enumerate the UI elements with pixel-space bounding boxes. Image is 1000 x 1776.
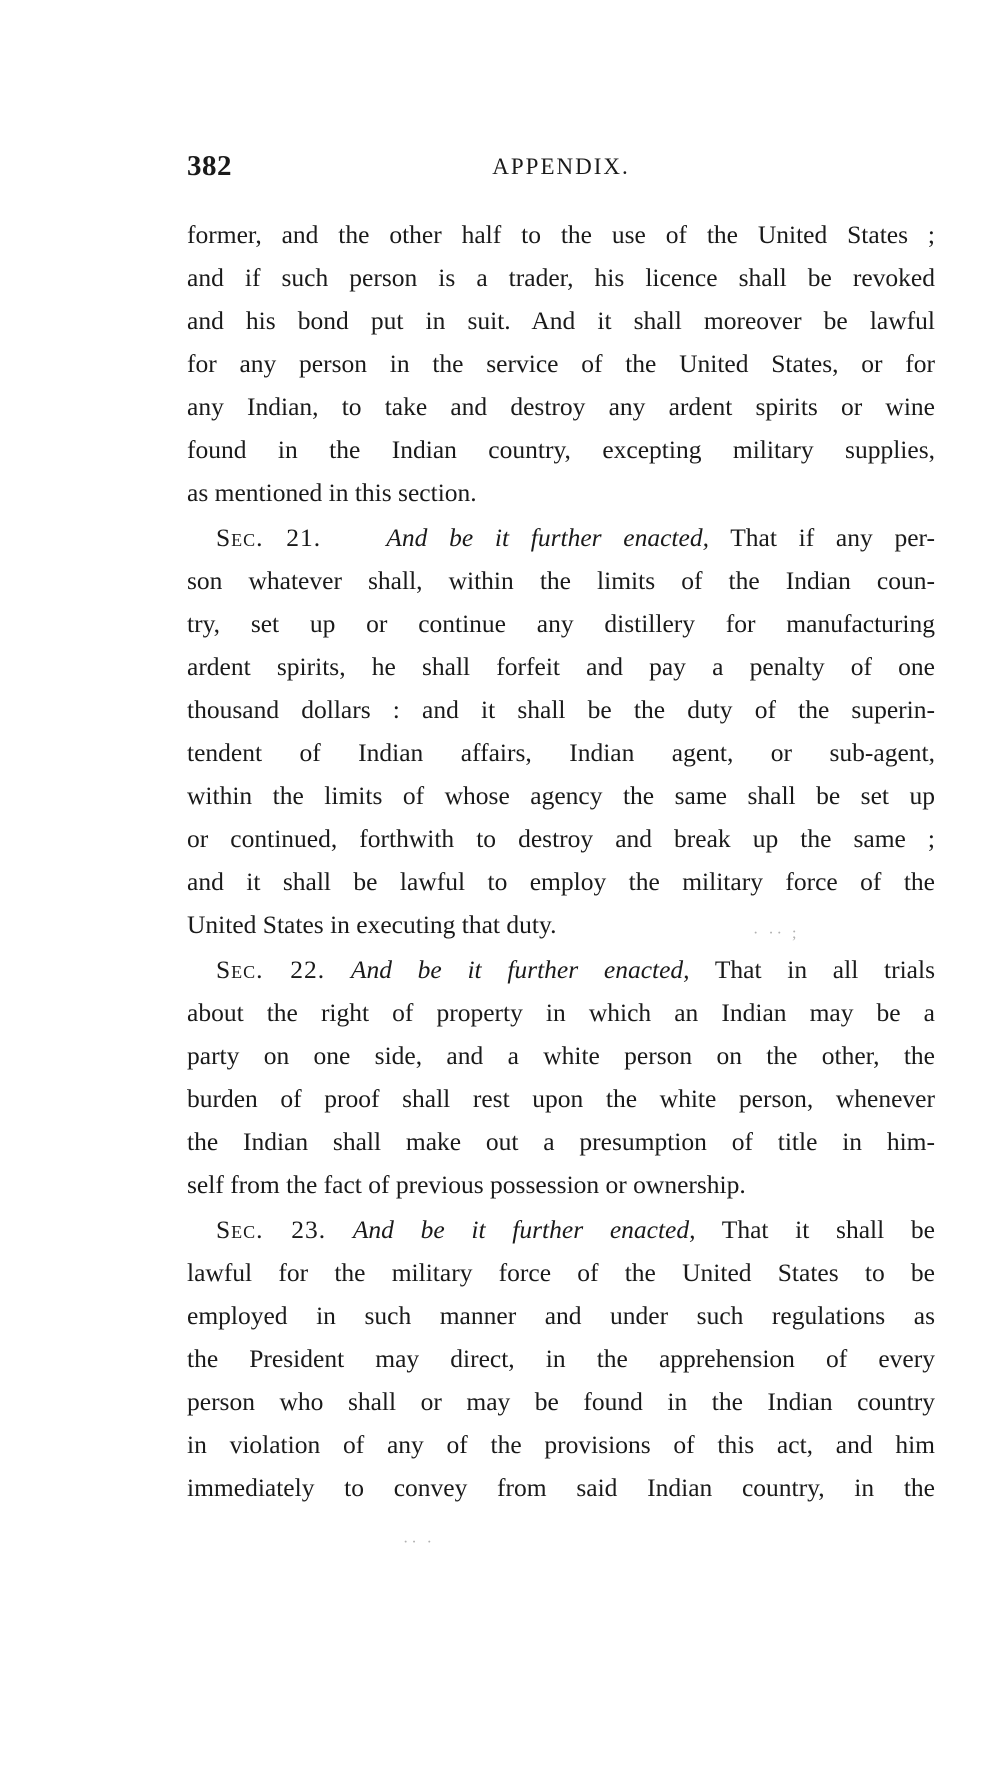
text-line: for any person in the service of the United States, or for bbox=[187, 349, 935, 378]
text-line: burden of proof shall rest upon the white person, whenever bbox=[187, 1084, 935, 1113]
text-line: lawful for the military force of the United States to be bbox=[187, 1258, 935, 1287]
text-line: and if such person is a trader, his licence shall be revoked bbox=[187, 263, 935, 292]
text-line: ardent spirits, he shall forfeit and pay a penalty of one bbox=[187, 652, 935, 681]
section-first-line bbox=[187, 516, 935, 559]
enactment-clause: And be it further enacted, bbox=[352, 1215, 696, 1244]
paragraph-sec-23 bbox=[187, 1208, 935, 1509]
body-text bbox=[187, 213, 935, 1509]
text-line: in violation of any of the provisions of this act, and him bbox=[187, 1430, 935, 1459]
text-line: immediately to convey from said Indian country, in the bbox=[187, 1473, 935, 1502]
page-header bbox=[187, 150, 935, 190]
text-line: former, and the other half to the use of the United States ; bbox=[187, 220, 935, 249]
text-line: within the limits of whose agency the same shall be set up bbox=[187, 781, 935, 810]
enactment-clause: And be it further enacted, bbox=[350, 955, 690, 984]
text-line: self from the fact of previous possession or ownership. bbox=[187, 1170, 746, 1199]
text-line: person who shall or may be found in the Indian country bbox=[187, 1387, 935, 1416]
text-line: United States in executing that duty. bbox=[187, 910, 557, 939]
bleed-through-mark: · ·· ; bbox=[753, 925, 800, 942]
paragraph-sec-22 bbox=[187, 948, 935, 1206]
paragraph-sec-21 bbox=[187, 516, 935, 946]
text-fragment: That it shall be bbox=[721, 1215, 935, 1244]
section-label: Sec. 21. bbox=[216, 523, 322, 552]
text-line: employed in such manner and under such regulations as bbox=[187, 1301, 935, 1330]
bleed-through-mark: ·· · bbox=[403, 1534, 435, 1551]
text-line: and his bond put in suit. And it shall moreover be lawful bbox=[187, 306, 935, 335]
text-line: about the right of property in which an Indian may be a bbox=[187, 998, 935, 1027]
section-first-line bbox=[187, 948, 935, 991]
section-label: Sec. 23. bbox=[216, 1215, 327, 1244]
text-fragment: That in all trials bbox=[714, 955, 935, 984]
section-label: Sec. 22. bbox=[216, 955, 326, 984]
text-line: the Indian shall make out a presumption of title in him- bbox=[187, 1127, 935, 1156]
text-line: found in the Indian country, excepting military supplies, bbox=[187, 435, 935, 464]
text-line: son whatever shall, within the limits of the Indian coun- bbox=[187, 566, 935, 595]
text-line: try, set up or continue any distillery for manufacturing bbox=[187, 609, 935, 638]
paragraph-continuation bbox=[187, 213, 935, 514]
section-first-line bbox=[187, 1208, 935, 1251]
text-line: party on one side, and a white person on the other, the bbox=[187, 1041, 935, 1070]
text-line: as mentioned in this section. bbox=[187, 478, 477, 507]
running-head: APPENDIX. bbox=[492, 154, 630, 179]
text-fragment: That if any per- bbox=[730, 523, 935, 552]
text-line: thousand dollars : and it shall be the duty of the superin- bbox=[187, 695, 935, 724]
text-line: tendent of Indian affairs, Indian agent, or sub-agent, bbox=[187, 738, 935, 767]
text-line: the President may direct, in the apprehension of every bbox=[187, 1344, 935, 1373]
text-line: any Indian, to take and destroy any ardent spirits or wine bbox=[187, 392, 935, 421]
text-line: and it shall be lawful to employ the military force of the bbox=[187, 867, 935, 896]
enactment-clause: And be it further enacted, bbox=[386, 523, 709, 552]
page-number: 382 bbox=[187, 150, 232, 182]
text-line: or continued, forthwith to destroy and break up the same ; bbox=[187, 824, 935, 853]
